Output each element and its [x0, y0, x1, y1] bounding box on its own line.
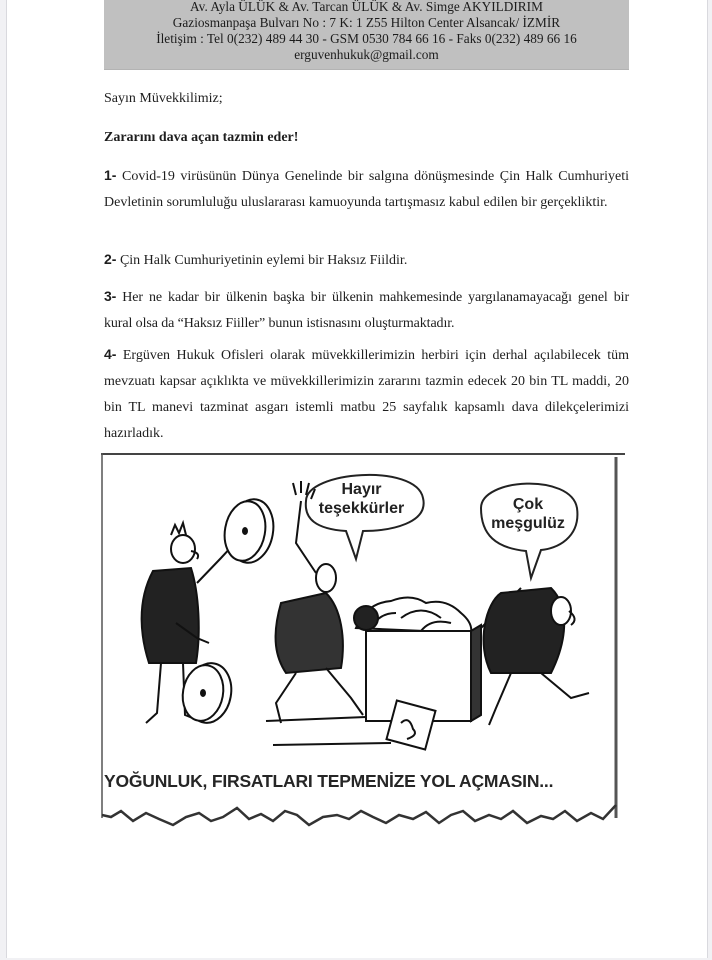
item-text: Çin Halk Cumhuriyetinin eylemi bir Haksız Fiildir. [119, 253, 408, 268]
bubble-line: Çok [512, 496, 544, 513]
bubble-line: meşgulüz [491, 515, 565, 532]
cartoon-image [101, 453, 626, 838]
list-item [104, 162, 629, 216]
greeting: Sayın Müvekkilimiz; [104, 91, 223, 106]
item-number: 2- [104, 251, 117, 267]
list-item [104, 246, 629, 274]
item-text: Ergüven Hukuk Ofisleri olarak müvekkillerimizin herbiri için derhal açılabilecek tüm mevzuatı kapsar açıklıkta ve müvekkillerimizin zararını tazmin edecek 20 bin TL maddi, 20 bin TL manevi tazminat asgarı istemli matbu 25 sayfalık kapsamlı dava dilekçelerimizi hazırladık. [104, 348, 629, 441]
item-number: 4- [104, 346, 117, 362]
cartoon-caption: YOĞUNLUK, FIRSATLARI TEPMENİZE YOL AÇMASIN... [104, 771, 554, 791]
item-text: Her ne kadar bir ülkenin başka bir ülkenin mahkemesinde yargılanamayacağı genel bir kural olsa da “Haksız Fiiller” bunun istisnasını oluşturmaktadır. [104, 290, 630, 331]
item-number: 1- [104, 167, 117, 183]
bubble-line: Hayır [341, 481, 382, 498]
lawyer-names: Av. Ayla ÜLÜK & Av. Tarcan ÜLÜK & Av. Simge AKYILDIRIM [190, 0, 543, 14]
headline: Zararını dava açan tazmin eder! [104, 130, 299, 145]
item-number: 3- [104, 288, 117, 304]
email-address: erguvenhukuk@gmail.com [294, 47, 439, 62]
item-text: Covid-19 virüsünün Dünya Genelinde bir salgına dönüşmesinde Çin Halk Cumhuriyeti Devletinin sorumluluğu uluslararası kamuoyunda tartışmasız kabul edilen bir gerçekliktir. [104, 169, 629, 210]
bubble-line: teşekkürler [318, 500, 405, 517]
speech-bubble-left [304, 480, 419, 518]
list-item [104, 283, 629, 337]
letterhead [104, 0, 629, 70]
contact-numbers: İletişim : Tel 0(232) 489 44 30 - GSM 0530 784 66 16 - Faks 0(232) 489 66 16 [156, 31, 577, 46]
list-item [104, 341, 629, 447]
office-address: Gaziosmanpaşa Bulvarı No : 7 K: 1 Z55 Hilton Center Alsancak/ İZMİR [172, 15, 561, 30]
speech-bubble-right [482, 495, 574, 533]
